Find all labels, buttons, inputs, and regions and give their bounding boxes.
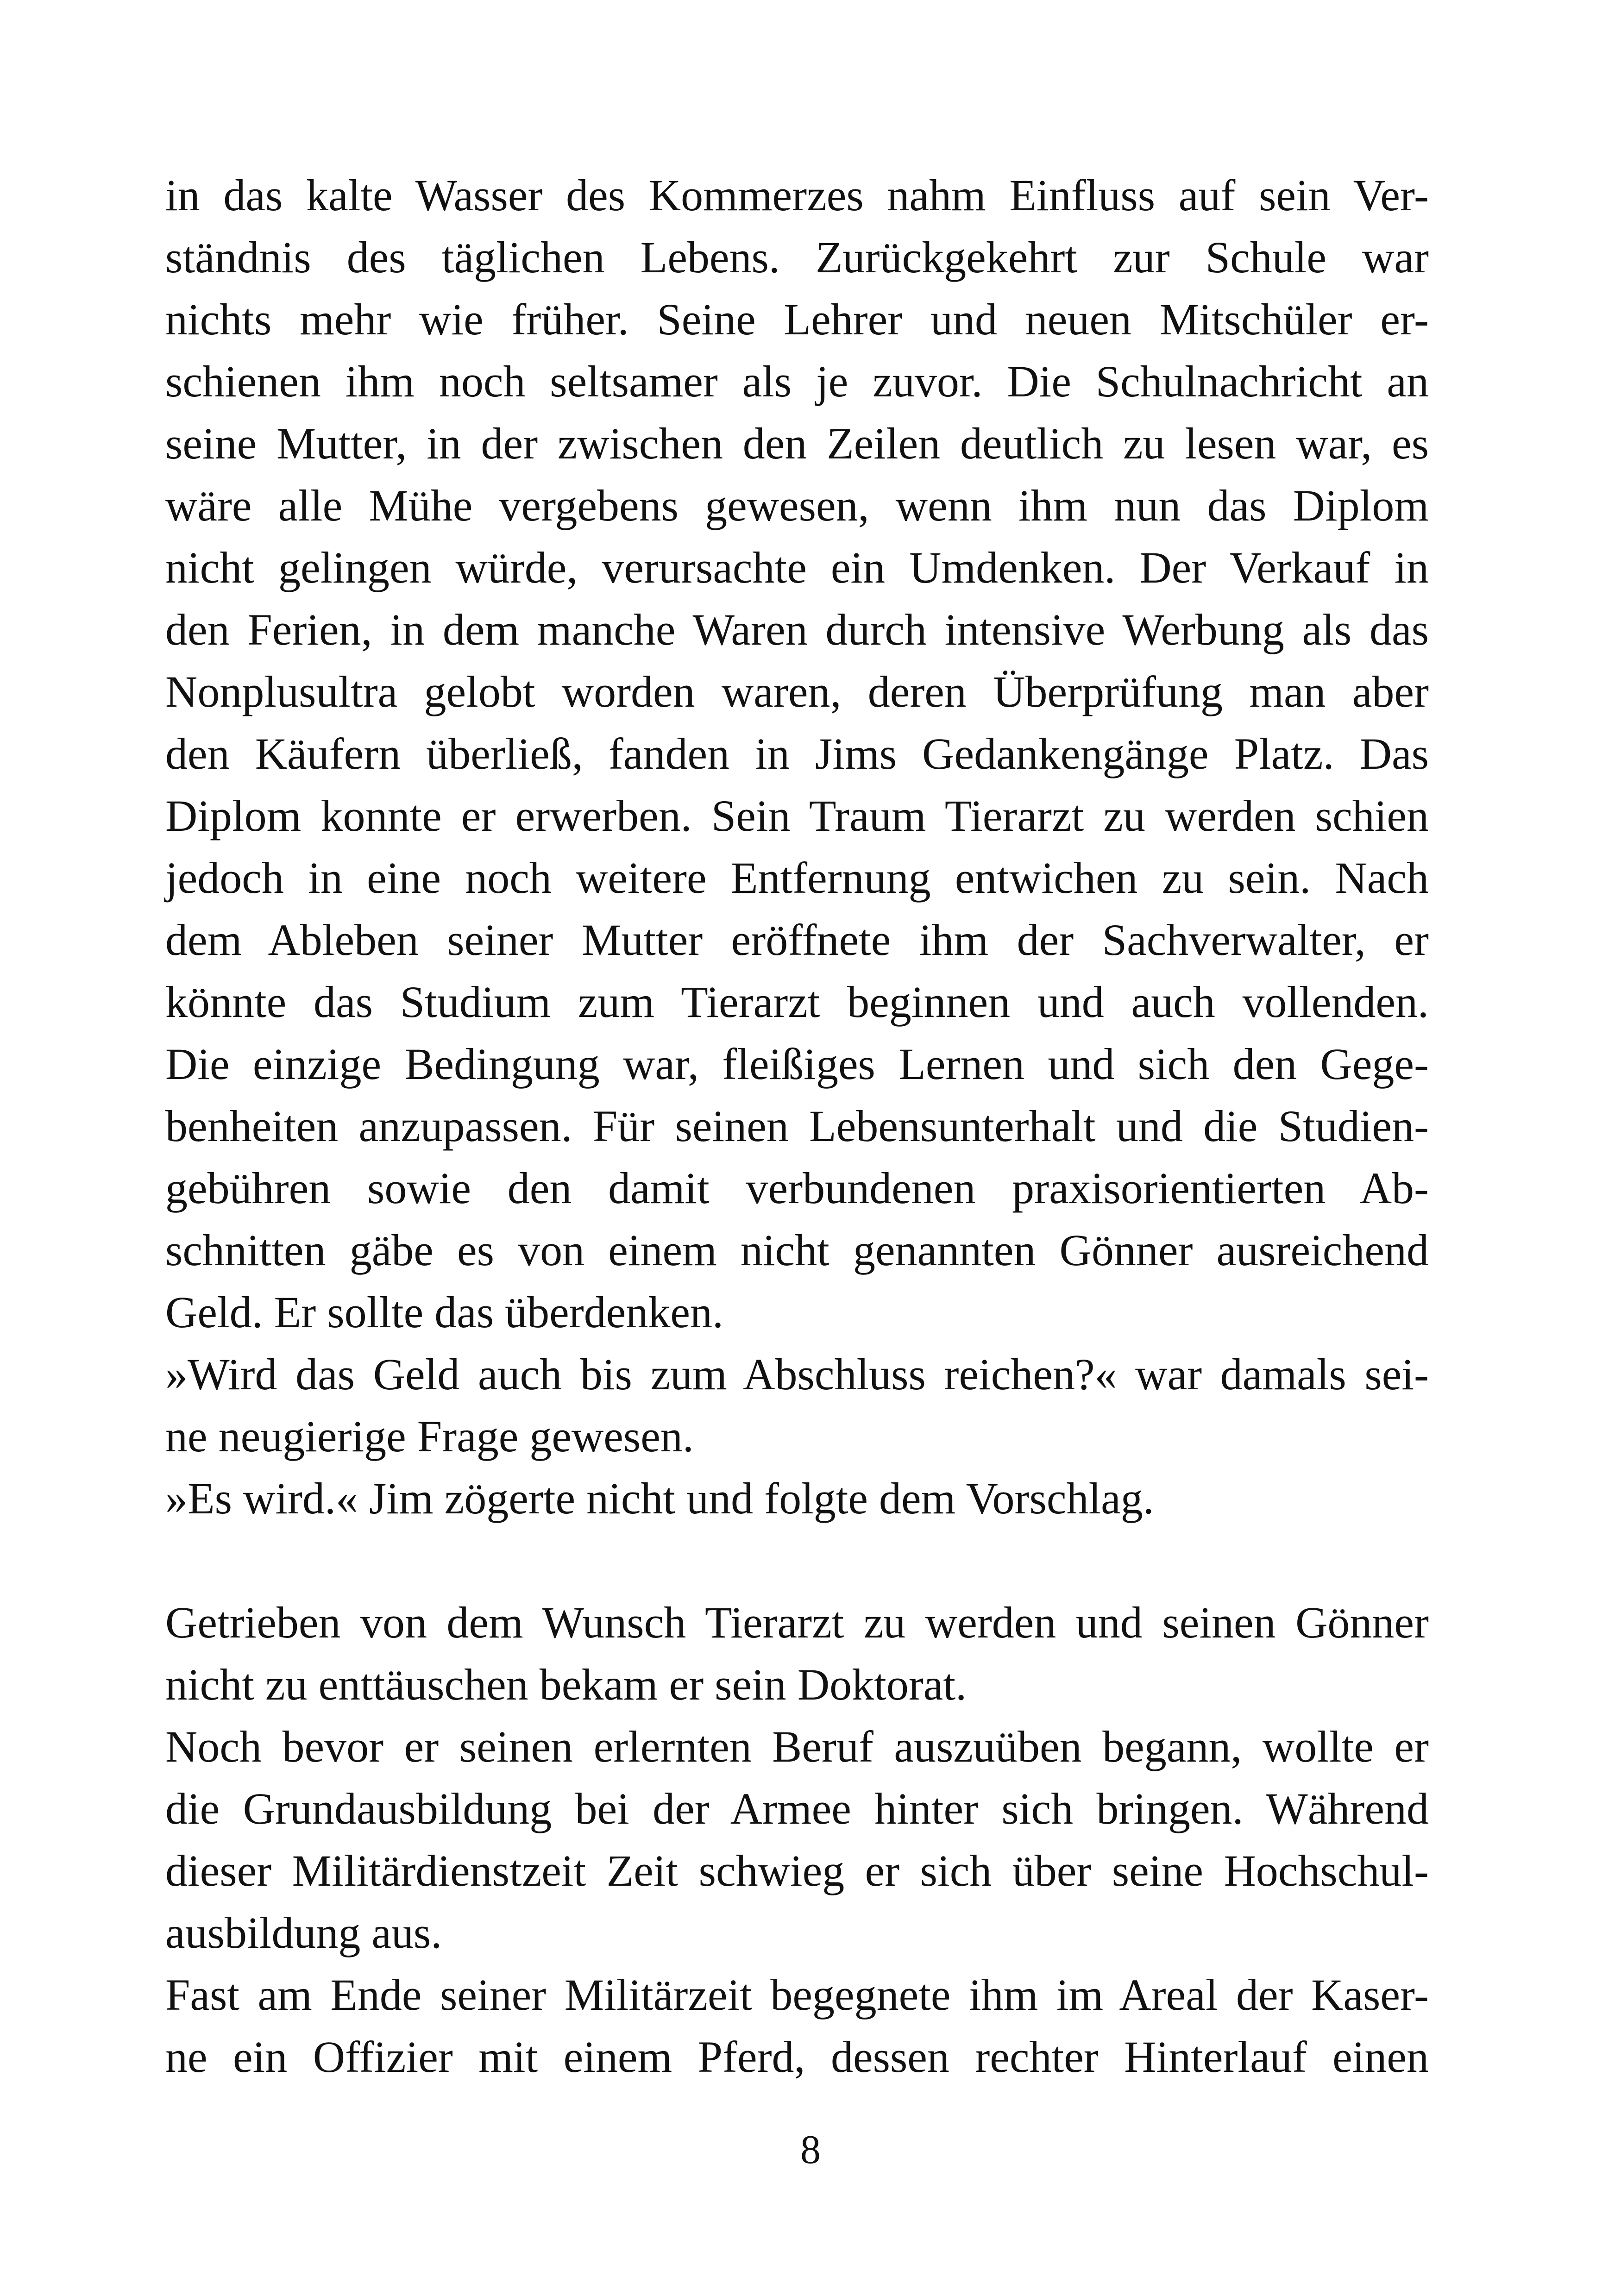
text-line: Geld. Er sollte das überdenken.: [165, 1287, 723, 1337]
text-line: in das kalte Wasser des Kommerzes nahm Einfluss auf sein Ver-: [165, 170, 1429, 220]
text-line: Getrieben von dem Wunsch Tierarzt zu werden und seinen Gönner: [165, 1598, 1429, 1647]
text-line: »Es wird.« Jim zögerte nicht und folgte dem Vorschlag.: [165, 1474, 1154, 1523]
text-line: benheiten anzupassen. Für seinen Lebensunterhalt und die Studien-: [165, 1101, 1429, 1151]
text-line: Die einzige Bedingung war, fleißiges Lernen und sich den Gege-: [165, 1039, 1429, 1089]
text-line: den Ferien, in dem manche Waren durch intensive Werbung als das: [165, 605, 1429, 654]
text-line: seine Mutter, in der zwischen den Zeilen deutlich zu lesen war, es: [165, 419, 1429, 468]
text-line: könnte das Studium zum Tierarzt beginnen und auch vollenden.: [165, 977, 1429, 1027]
text-line: ständnis des täglichen Lebens. Zurückgekehrt zur Schule war: [165, 232, 1429, 282]
body-text: [165, 164, 1429, 2088]
text-line: Noch bevor er seinen erlernten Beruf auszuüben begann, wollte er: [165, 1722, 1429, 1771]
text-line: gebühren sowie den damit verbundenen praxisorientierten Ab-: [165, 1163, 1429, 1213]
text-line: Nonplusultra gelobt worden waren, deren Überprüfung man aber: [165, 667, 1429, 716]
text-line: nicht zu enttäuschen bekam er sein Doktorat.: [165, 1660, 967, 1709]
text-line: ne neugierige Frage gewesen.: [165, 1411, 694, 1461]
text-line: »Wird das Geld auch bis zum Abschluss reichen?« war damals sei-: [165, 1349, 1429, 1399]
text-line: ne ein Offizier mit einem Pferd, dessen rechter Hinterlauf einen: [165, 2032, 1429, 2082]
text-line: dem Ableben seiner Mutter eröffnete ihm der Sachverwalter, er: [165, 915, 1429, 965]
text-line: Diplom konnte er erwerben. Sein Traum Tierarzt zu werden schien: [165, 791, 1429, 841]
text-line: die Grundausbildung bei der Armee hinter sich bringen. Während: [165, 1784, 1429, 1833]
page-number: 8: [800, 2127, 821, 2172]
text-line: schnitten gäbe es von einem nicht genannten Gönner ausreichend: [165, 1225, 1429, 1275]
text-line: schienen ihm noch seltsamer als je zuvor. Die Schulnachricht an: [165, 357, 1429, 406]
text-line: dieser Militärdienstzeit Zeit schwieg er sich über seine Hochschul-: [165, 1846, 1429, 1895]
text-line: nicht gelingen würde, verursachte ein Umdenken. Der Verkauf in: [165, 543, 1429, 592]
text-line: nichts mehr wie früher. Seine Lehrer und neuen Mitschüler er-: [165, 295, 1429, 344]
text-line: den Käufern überließ, fanden in Jims Gedankengänge Platz. Das: [165, 729, 1429, 778]
text-line: ausbildung aus.: [165, 1908, 442, 1957]
text-line: Fast am Ende seiner Militärzeit begegnete ihm im Areal der Kaser-: [165, 1970, 1429, 2020]
text-line: wäre alle Mühe vergebens gewesen, wenn ihm nun das Diplom: [165, 481, 1429, 530]
text-line: jedoch in eine noch weitere Entfernung entwichen zu sein. Nach: [165, 853, 1429, 903]
paragraph-gap: [165, 1530, 1429, 1592]
